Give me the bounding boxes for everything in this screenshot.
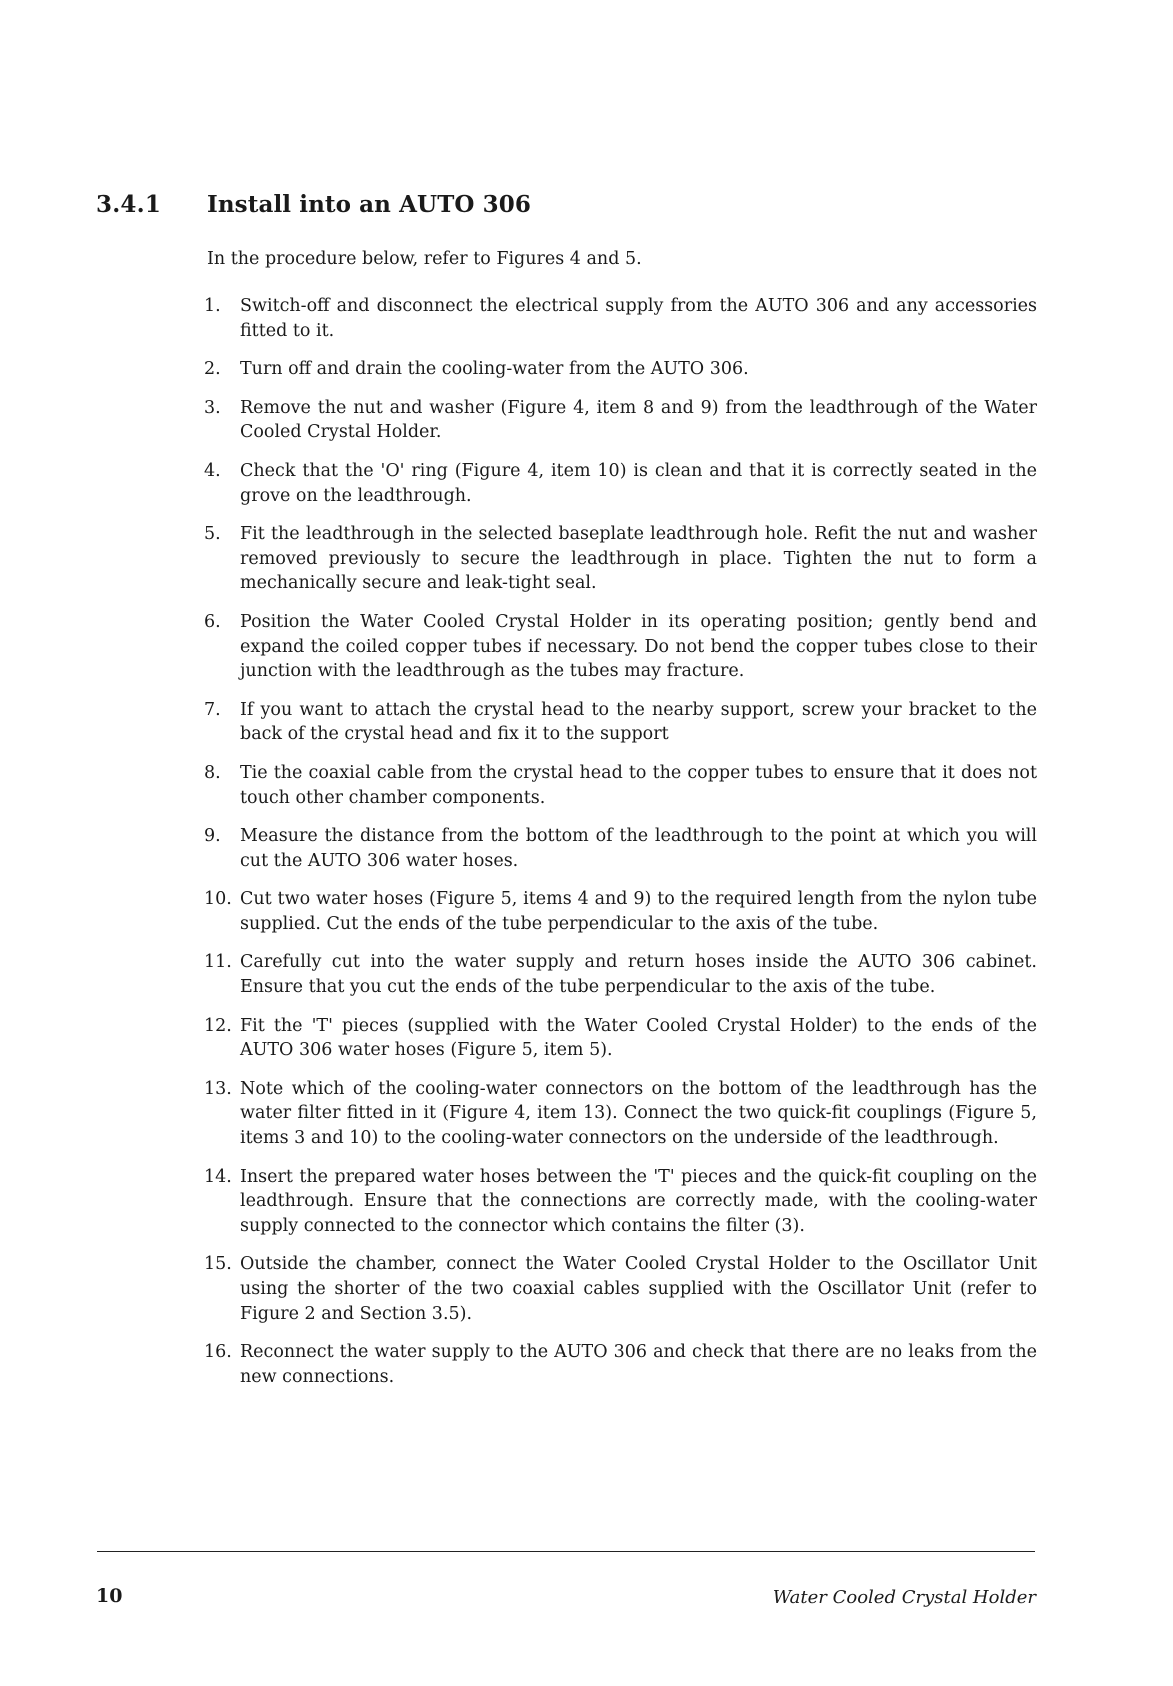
step-text: Remove the nut and washer (Figure 4, item 8 and 9) from the leadthrough of the Water Cooled Crystal Holder. [240, 397, 1037, 443]
step-item [204, 1252, 1037, 1326]
step-number: 1. [204, 296, 221, 316]
step-item [204, 522, 1037, 596]
step-number: 10. [204, 889, 232, 910]
running-footer-title: Water Cooled Crystal Holder [772, 1587, 1036, 1608]
step-text: Turn off and drain the cooling-water from the AUTO 306. [240, 359, 749, 380]
step-text: Reconnect the water supply to the AUTO 306 and check that there are no leaks from the new connections. [240, 1342, 1037, 1387]
procedure-steps [204, 294, 1037, 1389]
step-item [204, 950, 1037, 999]
step-number: 16. [204, 1342, 232, 1363]
section-number: 3.4.1 [96, 191, 162, 218]
step-item [204, 294, 1037, 343]
step-item [204, 1077, 1037, 1151]
step-text: Fit the 'T' pieces (supplied with the Water Cooled Crystal Holder) to the ends of the AUTO 306 water hoses (Figure 5, item 5). [240, 1015, 1037, 1061]
step-item [204, 698, 1037, 747]
step-text: Tie the coaxial cable from the crystal head to the copper tubes to ensure that it does not touch other chamber components. [240, 762, 1037, 808]
step-item [204, 1165, 1037, 1239]
step-text: Cut two water hoses (Figure 5, items 4 and 9) to the required length from the nylon tube supplied. Cut the ends of the tube perpendicular to the axis of the tube. [240, 889, 1037, 934]
intro-paragraph: In the procedure below, refer to Figures 4 and 5. [207, 249, 642, 269]
step-item [204, 761, 1037, 810]
step-text: Outside the chamber, connect the Water Cooled Crystal Holder to the Oscillator Unit using the shorter of the two coaxial cables supplied with the Oscillator Unit (refer to Figure 2 and Section 3.5). [240, 1254, 1037, 1324]
step-item [204, 357, 1037, 382]
step-number: 2. [204, 359, 221, 380]
step-text: Measure the distance from the bottom of the leadthrough to the point at which you will cut the AUTO 306 water hoses. [240, 826, 1037, 871]
step-number: 4. [204, 460, 221, 481]
step-text: Carefully cut into the water supply and return hoses inside the AUTO 306 cabinet. Ensure that you cut the ends of the tube perpendicular to the axis of the tube. [240, 952, 1037, 998]
step-number: 13. [204, 1078, 232, 1099]
step-text: Switch-off and disconnect the electrical supply from the AUTO 306 and any accessories fitted to it. [240, 296, 1037, 341]
step-number: 5. [204, 524, 221, 545]
section-title: Install into an AUTO 306 [207, 191, 531, 218]
step-number: 7. [204, 699, 221, 720]
step-number: 8. [204, 762, 221, 783]
step-item [204, 887, 1037, 936]
step-item [204, 824, 1037, 873]
step-text: Fit the leadthrough in the selected baseplate leadthrough hole. Refit the nut and washer removed previously to secure the leadthrough in place. Tighten the nut to form a mechanically secure and leak-tight seal. [240, 524, 1037, 594]
step-number: 15. [204, 1254, 232, 1275]
step-item [204, 1340, 1037, 1389]
footer-rule [97, 1551, 1035, 1552]
step-item [204, 396, 1037, 445]
step-item [204, 610, 1037, 684]
step-number: 6. [204, 611, 221, 632]
step-number: 9. [204, 826, 221, 847]
step-text: Insert the prepared water hoses between the 'T' pieces and the quick-fit coupling on the leadthrough. Ensure that the connections are correctly made, with the cooling-water supply connected to the connector which contains the filter (3). [240, 1166, 1037, 1236]
step-text: Check that the 'O' ring (Figure 4, item 10) is clean and that it is correctly seated in the grove on the leadthrough. [240, 460, 1037, 506]
step-number: 11. [204, 952, 232, 973]
step-item [204, 1014, 1037, 1063]
step-item [204, 459, 1037, 508]
page-number: 10 [96, 1585, 123, 1607]
step-text: Position the Water Cooled Crystal Holder in its operating position; gently bend and expand the coiled copper tubes if necessary. Do not bend the copper tubes close to their junction with the leadthrough as the tubes may fracture. [240, 611, 1037, 682]
step-number: 12. [204, 1015, 232, 1036]
step-number: 14. [204, 1166, 232, 1187]
step-number: 3. [204, 397, 221, 418]
step-text: Note which of the cooling-water connectors on the bottom of the leadthrough has the water filter fitted in it (Figure 4, item 13). Connect the two quick-fit couplings (Figure 5, items 3 and 10) to the cooling-water connectors on the underside of the leadthrough. [240, 1078, 1037, 1149]
step-text: If you want to attach the crystal head to the nearby support, screw your bracket to the back of the crystal head and fix it to the support [240, 699, 1037, 745]
